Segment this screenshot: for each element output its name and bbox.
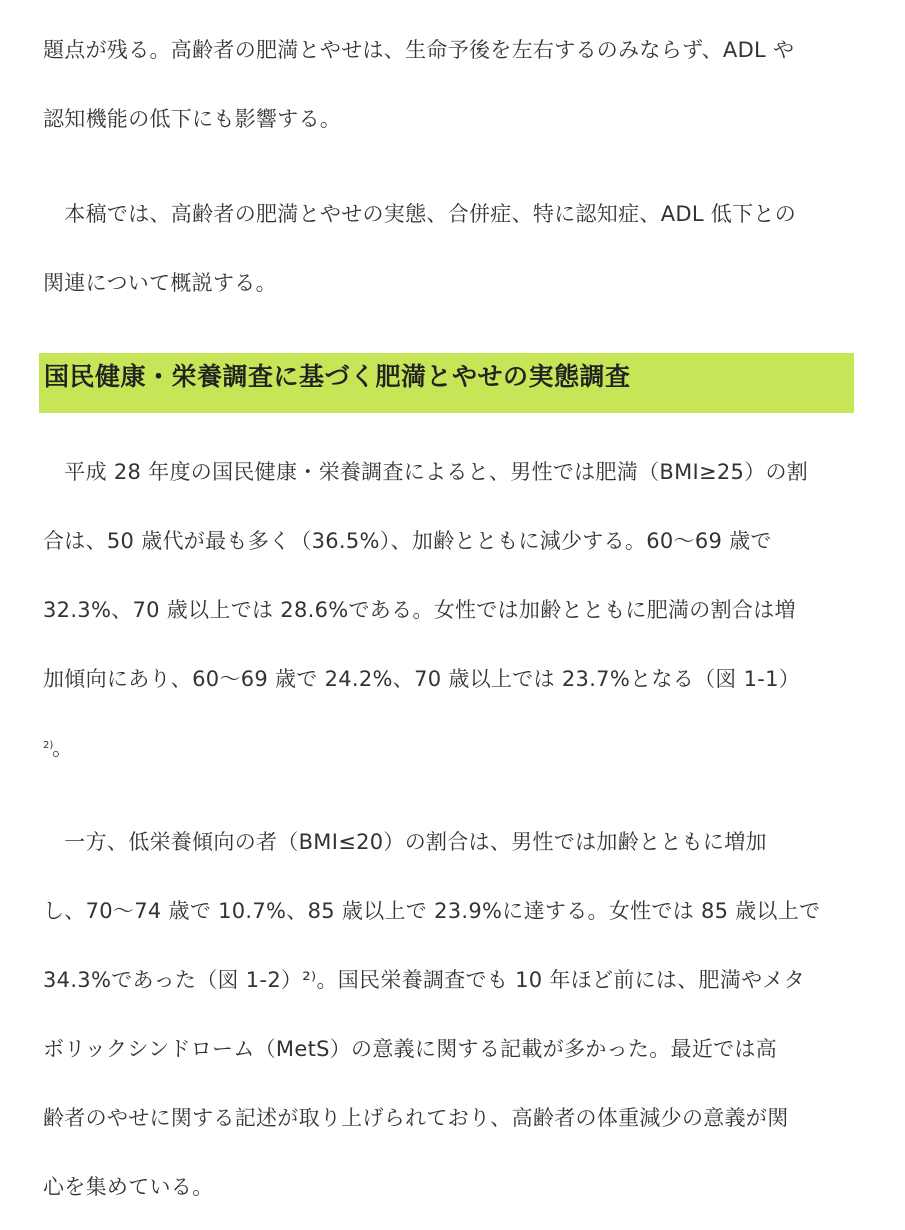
paragraph-line: 心を集めている。 [43, 1175, 214, 1199]
paragraph-line: 題点が残る。高齢者の肥満とやせは、生命予後を左右するのみならず、ADL や [43, 38, 795, 62]
paragraph-line: し、70〜74 歳で 10.7%、85 歳以上で 23.9%に達する。女性では 85 歳以上で [43, 899, 821, 923]
paragraph-line: 本稿では、高齢者の肥満とやせの実態、合併症、特に認知症、ADL 低下との [43, 202, 797, 226]
paragraph-end: 。 [52, 736, 74, 760]
paragraph-line: ボリックシンドローム（MetS）の意義に関する記載が多かった。最近では高 [43, 1037, 778, 1061]
paragraph-line: 齢者のやせに関する記述が取り上げられており、高齢者の体重減少の意義が関 [43, 1106, 789, 1130]
section-heading: 国民健康・栄養調査に基づく肥満とやせの実態調査 [44, 362, 631, 391]
paragraph-line: 関連について概説する。 [43, 271, 277, 295]
paragraph-line: 34.3%であった（図 1-2）²⁾。国民栄養調査でも 10 年ほど前には、肥満やメタ [43, 968, 806, 992]
paragraph-line: 一方、低栄養傾向の者（BMI≤20）の割合は、男性では加齢とともに増加 [43, 830, 767, 854]
paragraph-line: 合は、50 歳代が最も多く（36.5%）、加齢とともに減少する。60〜69 歳で [43, 529, 772, 553]
paragraph-line: 32.3%、70 歳以上では 28.6%である。女性では加齢とともに肥満の割合は増 [43, 598, 796, 622]
section-heading-box [39, 353, 854, 413]
reference-superscript: 2) [43, 740, 54, 751]
paragraph-line: 認知機能の低下にも影響する。 [43, 107, 342, 131]
paragraph-line: 平成 28 年度の国民健康・栄養調査によると、男性では肥満（BMI≥25）の割 [43, 460, 809, 484]
paragraph-line: 加傾向にあり、60〜69 歳で 24.2%、70 歳以上では 23.7%となる（図 1-1） [43, 667, 801, 691]
